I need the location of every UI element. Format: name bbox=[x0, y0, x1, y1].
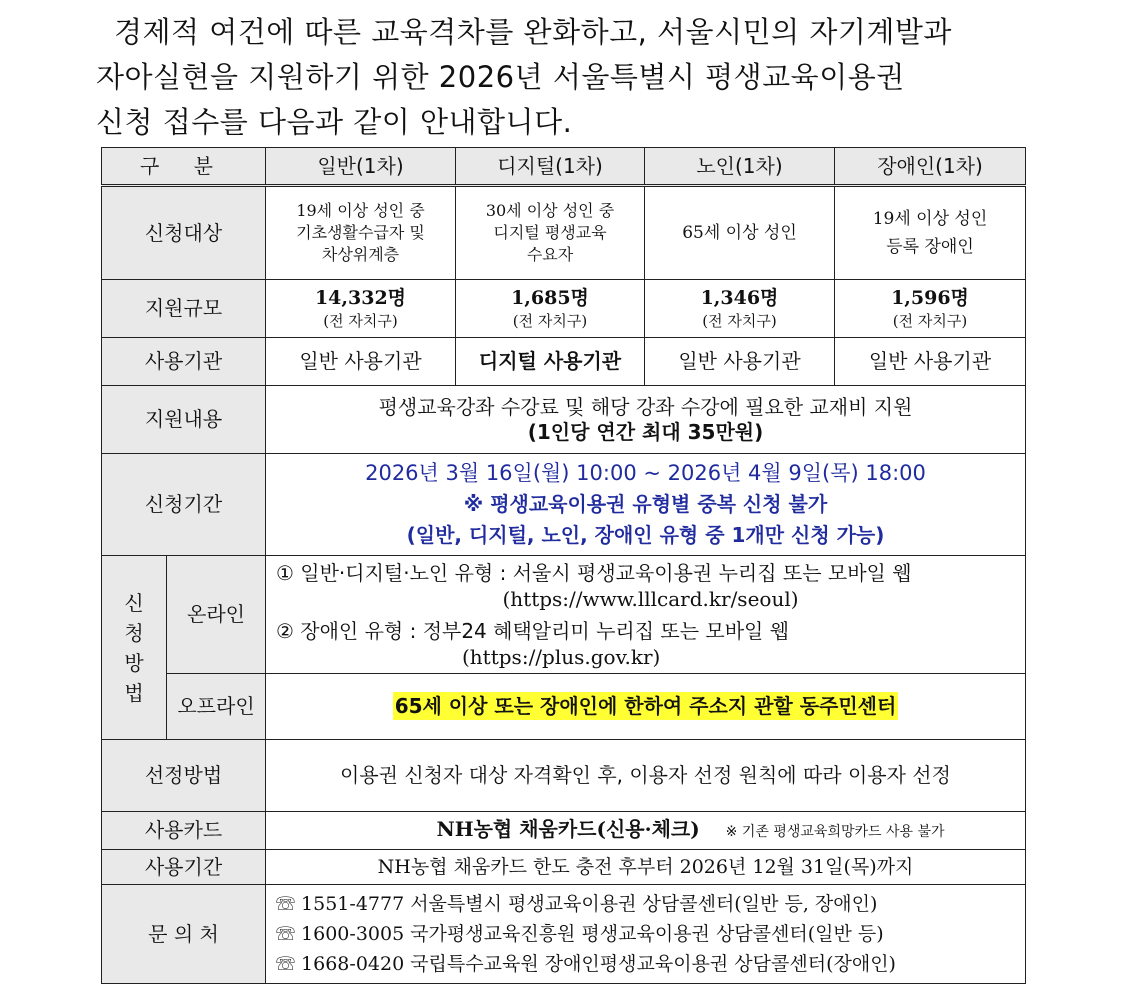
contact-row bbox=[102, 885, 1026, 984]
header-label: 구 분 bbox=[102, 148, 266, 186]
scale-disabled: 1,596명 (전 자치구) bbox=[835, 280, 1026, 338]
institution-digital: 디지털 사용기관 bbox=[456, 338, 645, 386]
scale-general: 14,332명 (전 자치구) bbox=[266, 280, 456, 338]
intro-line-1: 경제적 여건에 따른 교육격차를 완화하고, 서울시민의 자기계발과 bbox=[114, 15, 952, 49]
institution-disabled: 일반 사용기관 bbox=[835, 338, 1026, 386]
selection-row bbox=[102, 740, 1026, 812]
content-value: 평생교육강좌 수강료 및 해당 강좌 수강에 필요한 교재비 지원 (1인당 연간 최대 35만원) bbox=[266, 386, 1026, 454]
header-row bbox=[102, 148, 1026, 186]
card-label: 사용카드 bbox=[102, 812, 266, 850]
card-row bbox=[102, 812, 1026, 850]
target-senior: 65세 이상 성인 bbox=[645, 186, 835, 280]
usage-label: 사용기간 bbox=[102, 850, 266, 885]
col-disabled: 장애인(1차) bbox=[835, 148, 1026, 186]
online-label: 온라인 bbox=[167, 556, 266, 674]
target-row bbox=[102, 186, 1026, 280]
col-senior: 노인(1차) bbox=[645, 148, 835, 186]
selection-value: 이용권 신청자 대상 자격확인 후, 이용자 선정 원칙에 따라 이용자 선정 bbox=[266, 740, 1026, 812]
col-general: 일반(1차) bbox=[266, 148, 456, 186]
intro-paragraph bbox=[96, 10, 1040, 145]
target-digital: 30세 이상 성인 중 디지털 평생교육 수요자 bbox=[456, 186, 645, 280]
content-label: 지원내용 bbox=[102, 386, 266, 454]
method-label: 신 청 방 법 bbox=[102, 556, 167, 740]
scale-label: 지원규모 bbox=[102, 280, 266, 338]
period-label: 신청기간 bbox=[102, 454, 266, 556]
selection-label: 선정방법 bbox=[102, 740, 266, 812]
offline-value: 65세 이상 또는 장애인에 한하여 주소지 관할 동주민센터 bbox=[266, 674, 1026, 740]
offline-label: 오프라인 bbox=[167, 674, 266, 740]
contact-value bbox=[266, 885, 1026, 984]
online-value: ① 일반·디지털·노인 유형 : 서울시 평생교육이용권 누리집 또는 모바일 웹 (https://www.lllcard.kr/seoul) ② 장애인 유형 : 정부24 혜택알리미 누리집 또는 모바일 웹 (https://plus.gov.kr) bbox=[266, 556, 1026, 674]
scale-row bbox=[102, 280, 1026, 338]
intro-line-2: 자아실현을 지원하기 위한 2026년 서울특별시 평생교육이용권 bbox=[96, 60, 905, 94]
contact-item: ☏ 1600-3005 국가평생교육진흥원 평생교육이용권 상담콜센터(일반 등) bbox=[276, 923, 884, 945]
institution-general: 일반 사용기관 bbox=[266, 338, 456, 386]
card-value: NH농협 채움카드(신용·체크) ※ 기존 평생교육희망카드 사용 불가 bbox=[266, 812, 1026, 850]
target-disabled: 19세 이상 성인 등록 장애인 bbox=[835, 186, 1026, 280]
target-general: 19세 이상 성인 중 기초생활수급자 및 차상위계층 bbox=[266, 186, 456, 280]
period-value: 2026년 3월 16일(월) 10:00 ~ 2026년 4월 9일(목) 18:00 ※ 평생교육이용권 유형별 중복 신청 불가 (일반, 디지털, 노인, 장애인 유형 중 1개만 신청 가능) bbox=[266, 454, 1026, 556]
scale-digital: 1,685명 (전 자치구) bbox=[456, 280, 645, 338]
col-digital: 디지털(1차) bbox=[456, 148, 645, 186]
intro-line-3: 신청 접수를 다음과 같이 안내합니다. bbox=[96, 105, 573, 139]
online-row bbox=[102, 556, 1026, 674]
institution-senior: 일반 사용기관 bbox=[645, 338, 835, 386]
scale-senior: 1,346명 (전 자치구) bbox=[645, 280, 835, 338]
usage-row bbox=[102, 850, 1026, 885]
info-table bbox=[101, 147, 1026, 984]
contact-item: ☏ 1668-0420 국립특수교육원 장애인평생교육이용권 상담콜센터(장애인) bbox=[276, 953, 896, 975]
target-label: 신청대상 bbox=[102, 186, 266, 280]
contact-label: 문 의 처 bbox=[102, 885, 266, 984]
usage-value: NH농협 채움카드 한도 충전 후부터 2026년 12월 31일(목)까지 bbox=[266, 850, 1026, 885]
contact-item: ☏ 1551-4777 서울특별시 평생교육이용권 상담콜센터(일반 등, 장애인) bbox=[276, 893, 878, 915]
offline-row bbox=[102, 674, 1026, 740]
period-row bbox=[102, 454, 1026, 556]
institution-label: 사용기관 bbox=[102, 338, 266, 386]
institution-row bbox=[102, 338, 1026, 386]
content-row bbox=[102, 386, 1026, 454]
